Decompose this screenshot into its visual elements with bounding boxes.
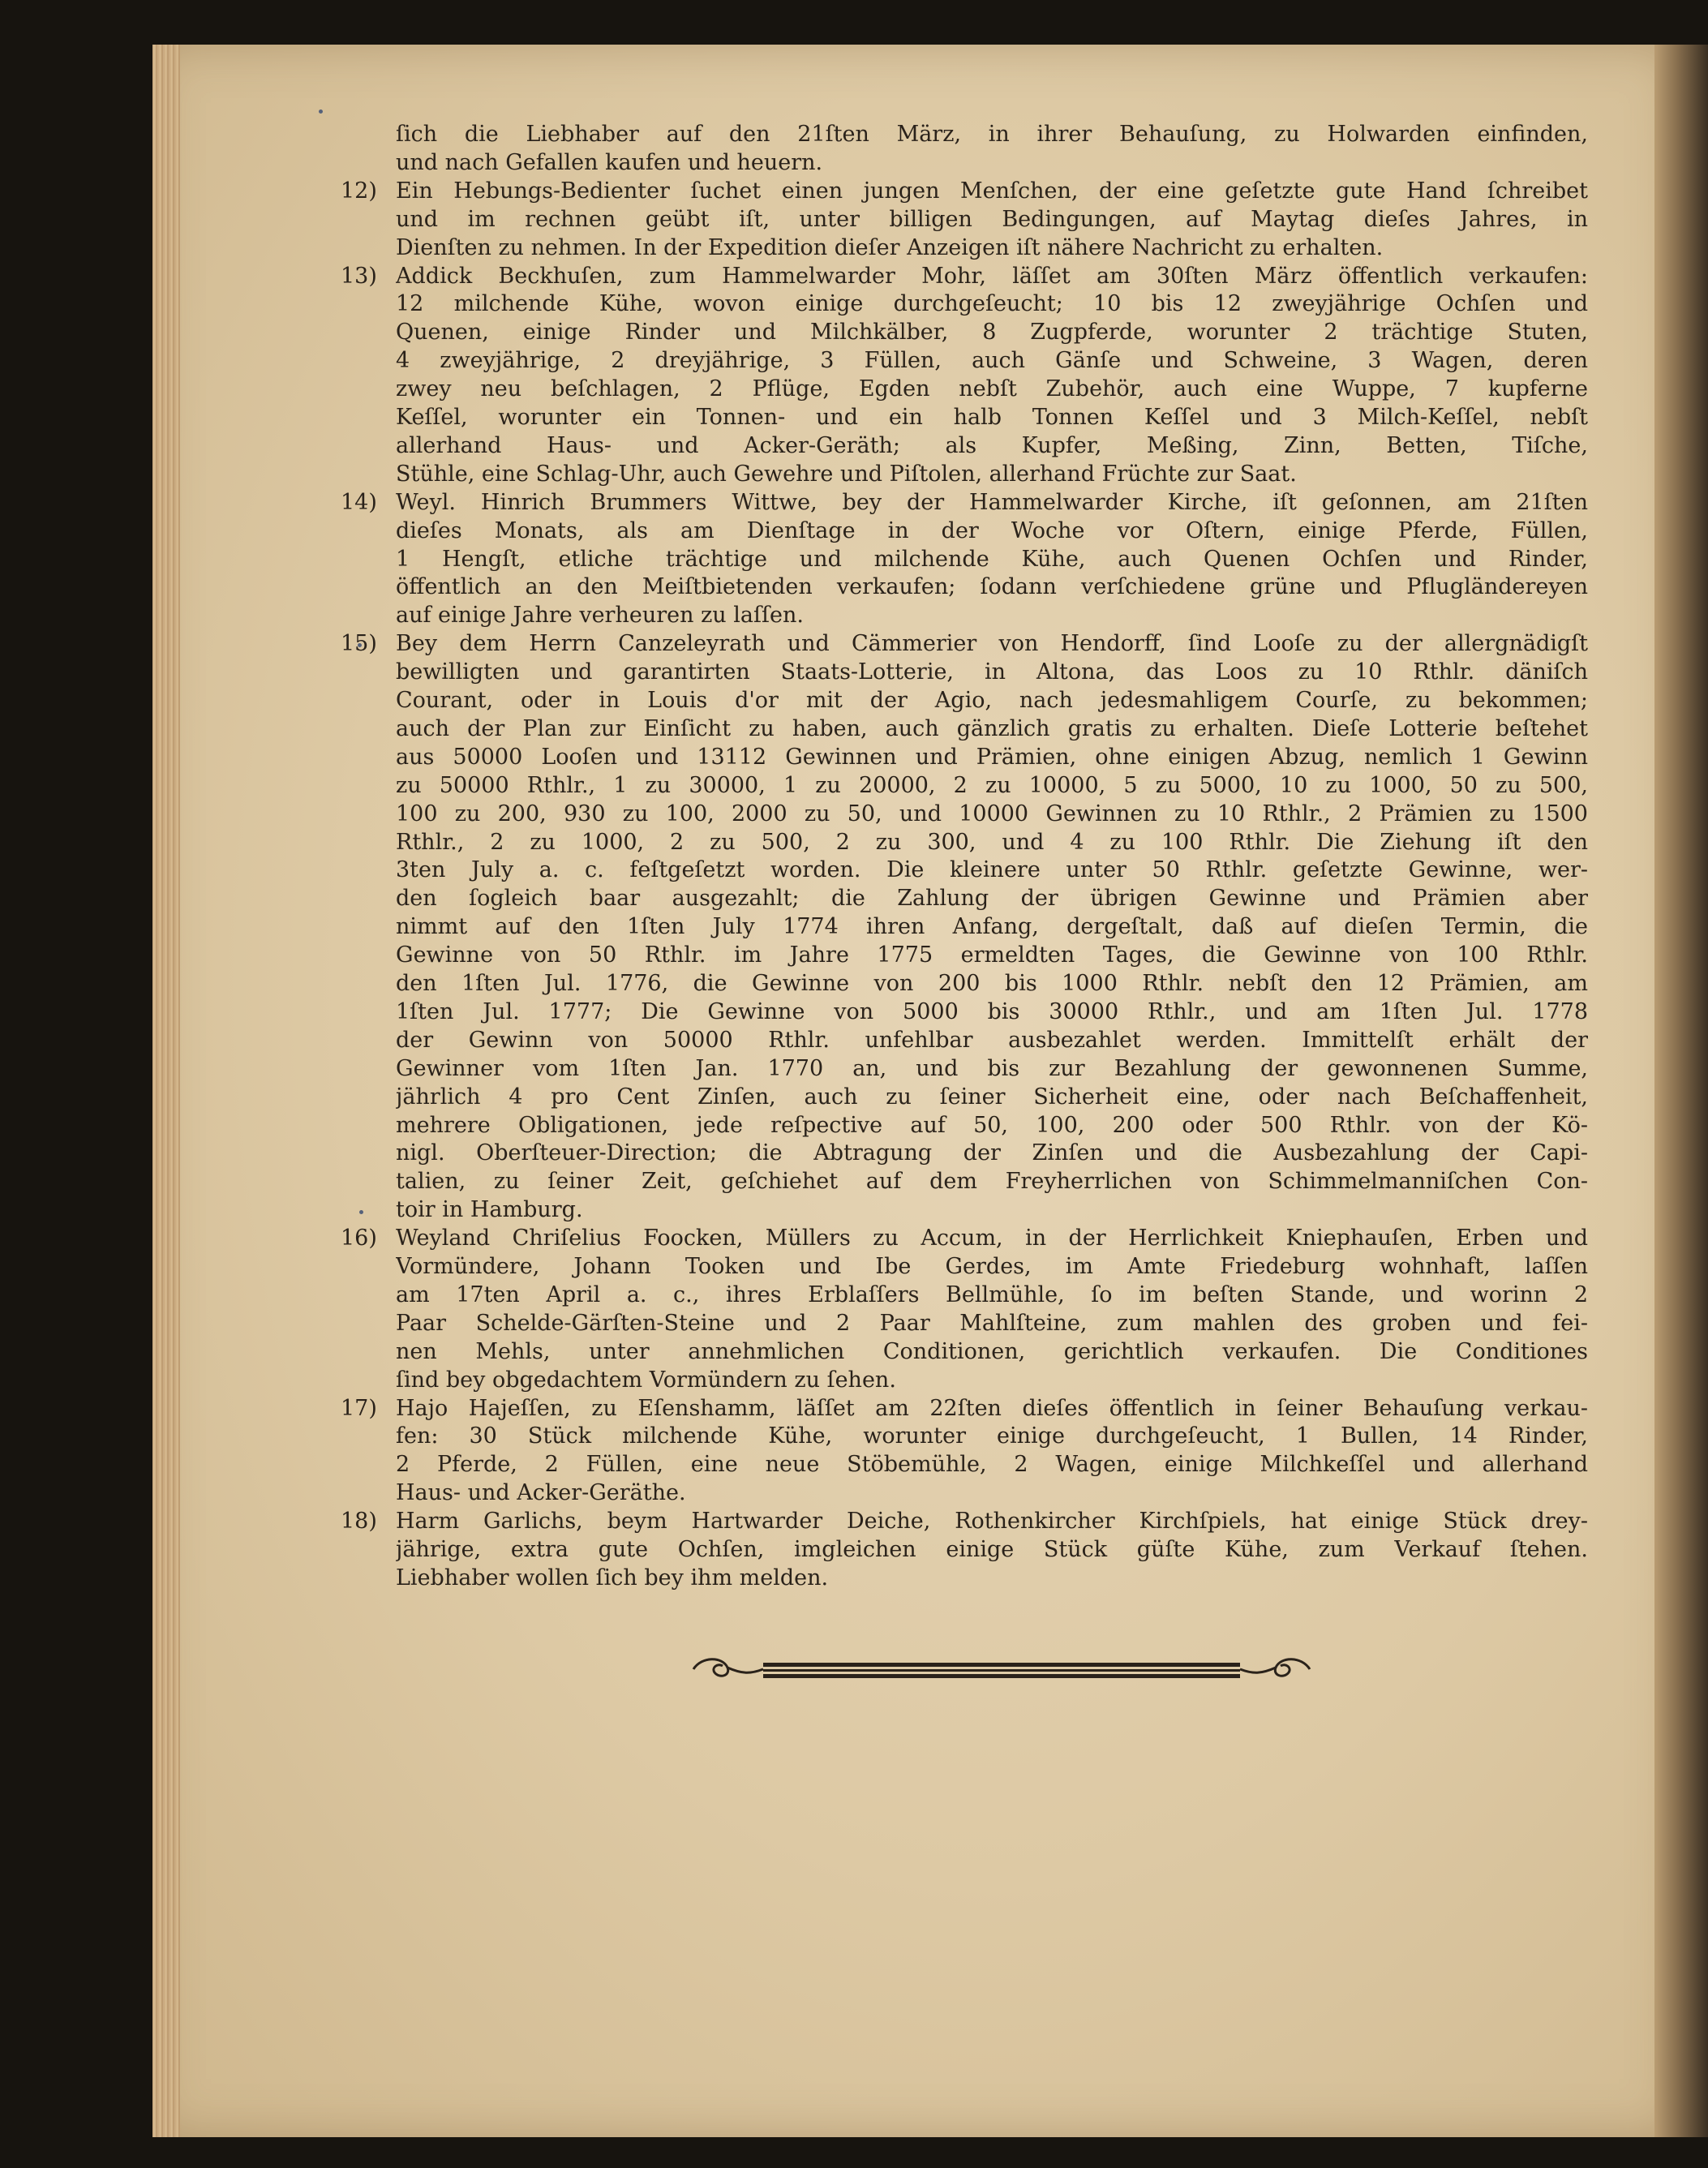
entry-number: 16) [341, 1226, 377, 1251]
text-line: Weyland Chriſelius Foocken, Müllers zu Accum, in der Herrlichkeit Kniephauſen, Erben und [396, 1226, 1588, 1251]
text-line: mehrere Obligationen, jede reſpective auf 50, 100, 200 oder 500 Rthlr. von der Kö- [396, 1112, 1588, 1138]
text-line: Harm Garlichs, beym Hartwarder Deiche, Rothenkircher Kirchſpiels, hat einige Stück drey- [396, 1509, 1588, 1535]
entry-number: 13) [341, 263, 377, 289]
text-line: Keſſel, worunter ein Tonnen- und ein halb Tonnen Keſſel und 3 Milch-Keſſel, nebſt [396, 405, 1588, 430]
text-line: auch der Plan zur Einſicht zu haben, auch gänzlich gratis zu erhalten. Dieſe Lotterie beſtehet [396, 715, 1588, 741]
text-line: 1ſten Jul. 1777; Die Gewinne von 5000 bis 30000 Rthlr., und am 1ſten Jul. 1778 [396, 998, 1588, 1024]
text-line: nen Mehls, unter annehmlichen Conditionen, gerichtlich verkaufen. Die Conditiones [396, 1338, 1588, 1364]
text-line: Stühle, eine Schlag-Uhr, auch Gewehre und Piſtolen, allerhand Früchte zur Saat. [396, 461, 1297, 487]
text-line: öffentlich an den Meiſtbietenden verkaufen; ſodann verſchiedene grüne und Pflugländereyen [396, 574, 1588, 600]
text-line: Hajo Hajeſſen, zu Eſenshamm, läſſet am 22ſten dieſes öffentlich in ſeiner Behauſung verkau- [396, 1395, 1588, 1421]
text-line: 4 zweyjährige, 2 dreyjährige, 3 Füllen, auch Gänſe und Schweine, 3 Wagen, deren [396, 348, 1588, 374]
text-line: talien, zu ſeiner Zeit, geſchiehet auf dem Freyherrlichen von Schimmelmanniſchen Con- [396, 1169, 1588, 1195]
text-line: nimmt auf den 1ſten July 1774 ihren Anfang, dergeſtalt, daß auf dieſen Termin, die [396, 914, 1588, 940]
text-line: Ein Hebungs-Bedienter ſuchet einen jungen Menſchen, der eine geſetzte gute Hand ſchreibet [396, 178, 1588, 204]
text-line: ſich die Liebhaber auf den 21ſten März, in ihrer Behauſung, zu Holwarden einfinden, [396, 122, 1588, 147]
text-line: jährlich 4 pro Cent Zinſen, auch zu ſeiner Sicherheit eine, oder nach Beſchaffenheit, [396, 1084, 1588, 1110]
text-line: Addick Beckhuſen, zum Hammelwarder Mohr, läſſet am 30ſten März öffentlich verkaufen: [396, 263, 1588, 289]
entry-number: 18) [341, 1509, 377, 1535]
text-line: Liebhaber wollen ſich bey ihm melden. [396, 1565, 829, 1591]
text-line: 12 milchende Kühe, wovon einige durchgeſeucht; 10 bis 12 zweyjährige Ochſen und [396, 291, 1588, 317]
text-line: Dienſten zu nehmen. In der Expedition dieſer Anzeigen iſt nähere Nachricht zu erhalten. [396, 234, 1384, 260]
text-line: der Gewinn von 50000 Rthlr. unfehlbar ausbezahlet werden. Immittelſt erhält der [396, 1027, 1588, 1053]
text-line: nigl. Oberſteuer-Direction; die Abtragung der Zinſen und die Ausbezahlung der Capi- [396, 1140, 1588, 1166]
text-line: und nach Gefallen kaufen und heuern. [396, 149, 823, 175]
entry-number: 14) [341, 489, 377, 515]
ornamental-divider [685, 1651, 1318, 1687]
text-line: den 1ſten Jul. 1776, die Gewinne von 200 bis 1000 Rthlr. nebſt den 12 Prämien, am [396, 971, 1588, 996]
text-line: bewilligten und garantirten Staats-Lotterie, in Altona, das Loos zu 10 Rthlr. däniſch [396, 659, 1588, 685]
text-line: Bey dem Herrn Canzeleyrath und Cämmerier von Hendorff, ſind Looſe zu der allergnädigſt [396, 631, 1588, 657]
text-line: Gewinne von 50 Rthlr. im Jahre 1775 ermeldten Tages, die Gewinne von 100 Rthlr. [396, 942, 1588, 968]
ink-speck [359, 1210, 363, 1214]
text-line: ſind bey obgedachtem Vormündern zu ſehen. [396, 1367, 896, 1393]
text-line: am 17ten April a. c., ihres Erblaſſers Bellmühle, ſo im beſten Stande, und worinn 2 [396, 1281, 1588, 1307]
entry-number: 15) [341, 631, 377, 657]
ink-speck [319, 109, 323, 114]
text-line: zu 50000 Rthlr., 1 zu 30000, 1 zu 20000, 2 zu 10000, 5 zu 5000, 10 zu 1000, 50 zu 500, [396, 772, 1588, 798]
text-line: fen: 30 Stück milchende Kühe, worunter einige durchgeſeucht, 1 Bullen, 14 Rinder, [396, 1423, 1588, 1449]
entry-number: 17) [341, 1395, 377, 1421]
text-line: Vormündere, Johann Tooken und Ibe Gerdes, im Amte Friedeburg wohnhaft, laſſen [396, 1254, 1588, 1279]
text-line: aus 50000 Looſen und 13112 Gewinnen und Prämien, ohne einigen Abzug, nemlich 1 Gewinn [396, 744, 1588, 770]
text-line: dieſes Monats, als am Dienſtage in der Woche vor Oſtern, einige Pferde, Füllen, [396, 517, 1588, 543]
text-line: und im rechnen geübt iſt, unter billigen Bedingungen, auf Maytag dieſes Jahres, in [396, 206, 1588, 232]
text-line: 1 Hengſt, etliche trächtige und milchende Kühe, auch Quenen Ochſen und Rinder, [396, 546, 1588, 572]
text-line: 2 Pferde, 2 Füllen, eine neue Stöbemühle, 2 Wagen, einige Milchkeſſel und allerhand [396, 1452, 1588, 1478]
text-line: jährige, extra gute Ochſen, imgleichen einige Stück güſte Kühe, zum Verkauf ſtehen. [396, 1537, 1588, 1562]
text-line: Quenen, einige Rinder und Milchkälber, 8 Zugpferde, worunter 2 trächtige Stuten, [396, 320, 1588, 346]
text-line: allerhand Haus- und Acker-Geräth; als Kupfer, Meßing, Zinn, Betten, Tiſche, [396, 432, 1588, 458]
text-line: Weyl. Hinrich Brummers Wittwe, bey der Hammelwarder Kirche, iſt geſonnen, am 21ſten [396, 489, 1588, 515]
text-line: Rthlr., 2 zu 1000, 2 zu 500, 2 zu 300, und 4 zu 100 Rthlr. Die Ziehung iſt den [396, 829, 1588, 855]
text-line: Haus- und Acker-Geräthe. [396, 1480, 686, 1506]
text-line: Gewinner vom 1ſten Jan. 1770 an, und bis zur Bezahlung der gewonnenen Summe, [396, 1055, 1588, 1081]
text-line: 100 zu 200, 930 zu 100, 2000 zu 50, und 10000 Gewinnen zu 10 Rthlr., 2 Prämien zu 1500 [396, 801, 1588, 826]
text-line: Paar Schelde-Gärſten-Steine und 2 Paar Mahlſteine, zum mahlen des groben und fei- [396, 1310, 1588, 1336]
entry-number: 12) [341, 178, 377, 204]
text-line: auf einige Jahre verheuren zu laſſen. [396, 603, 804, 629]
text-line: 3ten July a. c. feſtgeſetzt worden. Die kleinere unter 50 Rthlr. geſetzte Gewinne, wer- [396, 857, 1588, 883]
text-line: zwey neu beſchlagen, 2 Pflüge, Egden nebſt Zubehör, auch eine Wuppe, 7 kupferne [396, 376, 1588, 402]
text-line: Courant, oder in Louis d'or mit der Agio, nach jedesmahligem Courſe, zu bekommen; [396, 688, 1588, 713]
binding-shadow-right [1654, 45, 1708, 2137]
text-line: toir in Hamburg. [396, 1197, 583, 1223]
page-stack-left-edge [152, 45, 180, 2137]
text-line: den ſogleich baar ausgezahlt; die Zahlung der übrigen Gewinne und Prämien aber [396, 886, 1588, 912]
